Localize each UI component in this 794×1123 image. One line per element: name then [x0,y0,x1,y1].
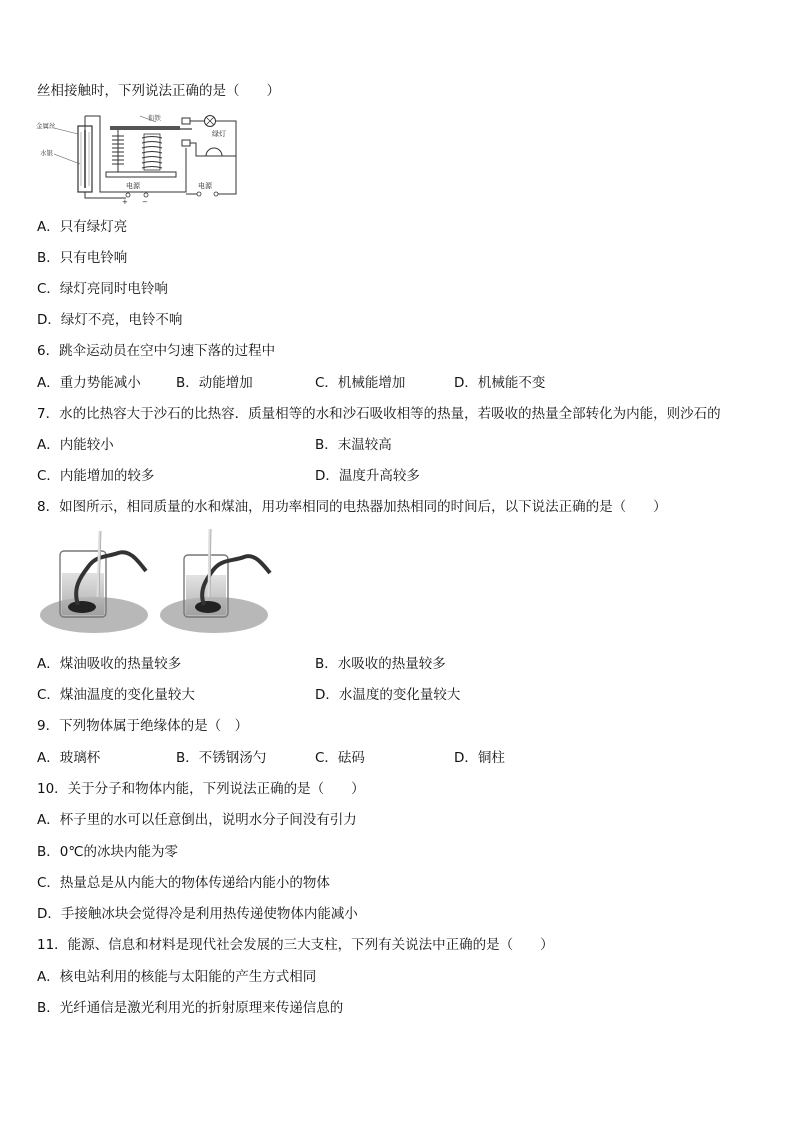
q5-option-a: A．只有绿灯亮 [37,219,128,235]
q11-option-a: A．核电站利用的核能与太阳能的产生方式相同 [37,969,317,985]
q8-option-b: B．水吸收的热量较多 [315,656,446,672]
q8-option-a: A．煤油吸收的热量较多 [37,656,182,672]
q10-option-b: B．0℃的冰块内能为零 [37,844,179,860]
q5-option-d: D．绿灯不亮，电铃不响 [37,312,183,328]
label-thermometer: 水银 [40,149,53,157]
label-metal-wire: 金属丝 [36,122,56,130]
beaker-left [40,531,148,633]
q7-option-d: D．温度升高较多 [315,468,420,484]
circuit-figure [36,112,246,204]
q11-stem: 11．能源、信息和材料是现代社会发展的三大支柱，下列有关说法中正确的是（ ） [37,937,554,953]
q7-option-c: C．内能增加的较多 [37,468,155,484]
label-minus: − [142,198,148,204]
q10-option-d: D．手接触冰块会觉得冷是利用热传递使物体内能减小 [37,906,358,922]
q5-option-b: B．只有电铃响 [37,250,128,266]
q5-stem: 丝相接触时，下列说法正确的是（ ） [37,83,280,99]
q6-stem: 6．跳伞运动员在空中匀速下落的过程中 [37,343,276,359]
q10-stem: 10．关于分子和物体内能，下列说法正确的是（ ） [37,781,365,797]
beakers-figure [38,527,274,637]
q11-option-b: B．光纤通信是激光利用光的折射原理来传递信息的 [37,1000,344,1016]
q8-stem: 8．如图所示，相同质量的水和煤油，用功率相同的电热器加热相同的时间后，以下说法正确的是（ ） [37,499,667,515]
q10-option-c: C．热量总是从内能大的物体传递给内能小的物体 [37,875,330,891]
q9-stem: 9．下列物体属于绝缘体的是（ ） [37,718,249,734]
q5-option-c: C．绿灯亮同时电铃响 [37,281,168,297]
label-plus: + [122,198,128,204]
beaker-right [160,529,270,633]
q9-option-b: B．不锈钢汤勺 [176,750,267,766]
q10-option-a: A．杯子里的水可以任意倒出，说明水分子间没有引力 [37,812,357,828]
q6-option-b: B．动能增加 [176,375,253,391]
q6-option-a: A．重力势能减小 [37,375,141,391]
q7-option-b: B．末温较高 [315,437,392,453]
q6-option-c: C．机械能增加 [315,375,406,391]
label-magnet: 衔铁 [148,114,161,122]
q6-option-d: D．机械能不变 [454,375,546,391]
q9-option-d: D．铜柱 [454,750,505,766]
q9-option-a: A．玻璃杯 [37,750,101,766]
q8-option-d: D．水温度的变化量较大 [315,687,461,703]
label-green-lamp: 绿灯 [212,130,226,138]
label-power-right: 电源 [198,182,212,190]
bell-icon [206,148,222,156]
label-power-left: 电源 [126,182,140,190]
armature-bar [110,126,180,130]
q7-stem: 7．水的比热容大于沙石的比热容．质量相等的水和沙石吸收相等的热量，若吸收的热量全部转化为内能，则沙石的 [37,406,721,422]
q7-option-a: A．内能较小 [37,437,114,453]
q9-option-c: C．砝码 [315,750,365,766]
q8-option-c: C．煤油温度的变化量较大 [37,687,195,703]
